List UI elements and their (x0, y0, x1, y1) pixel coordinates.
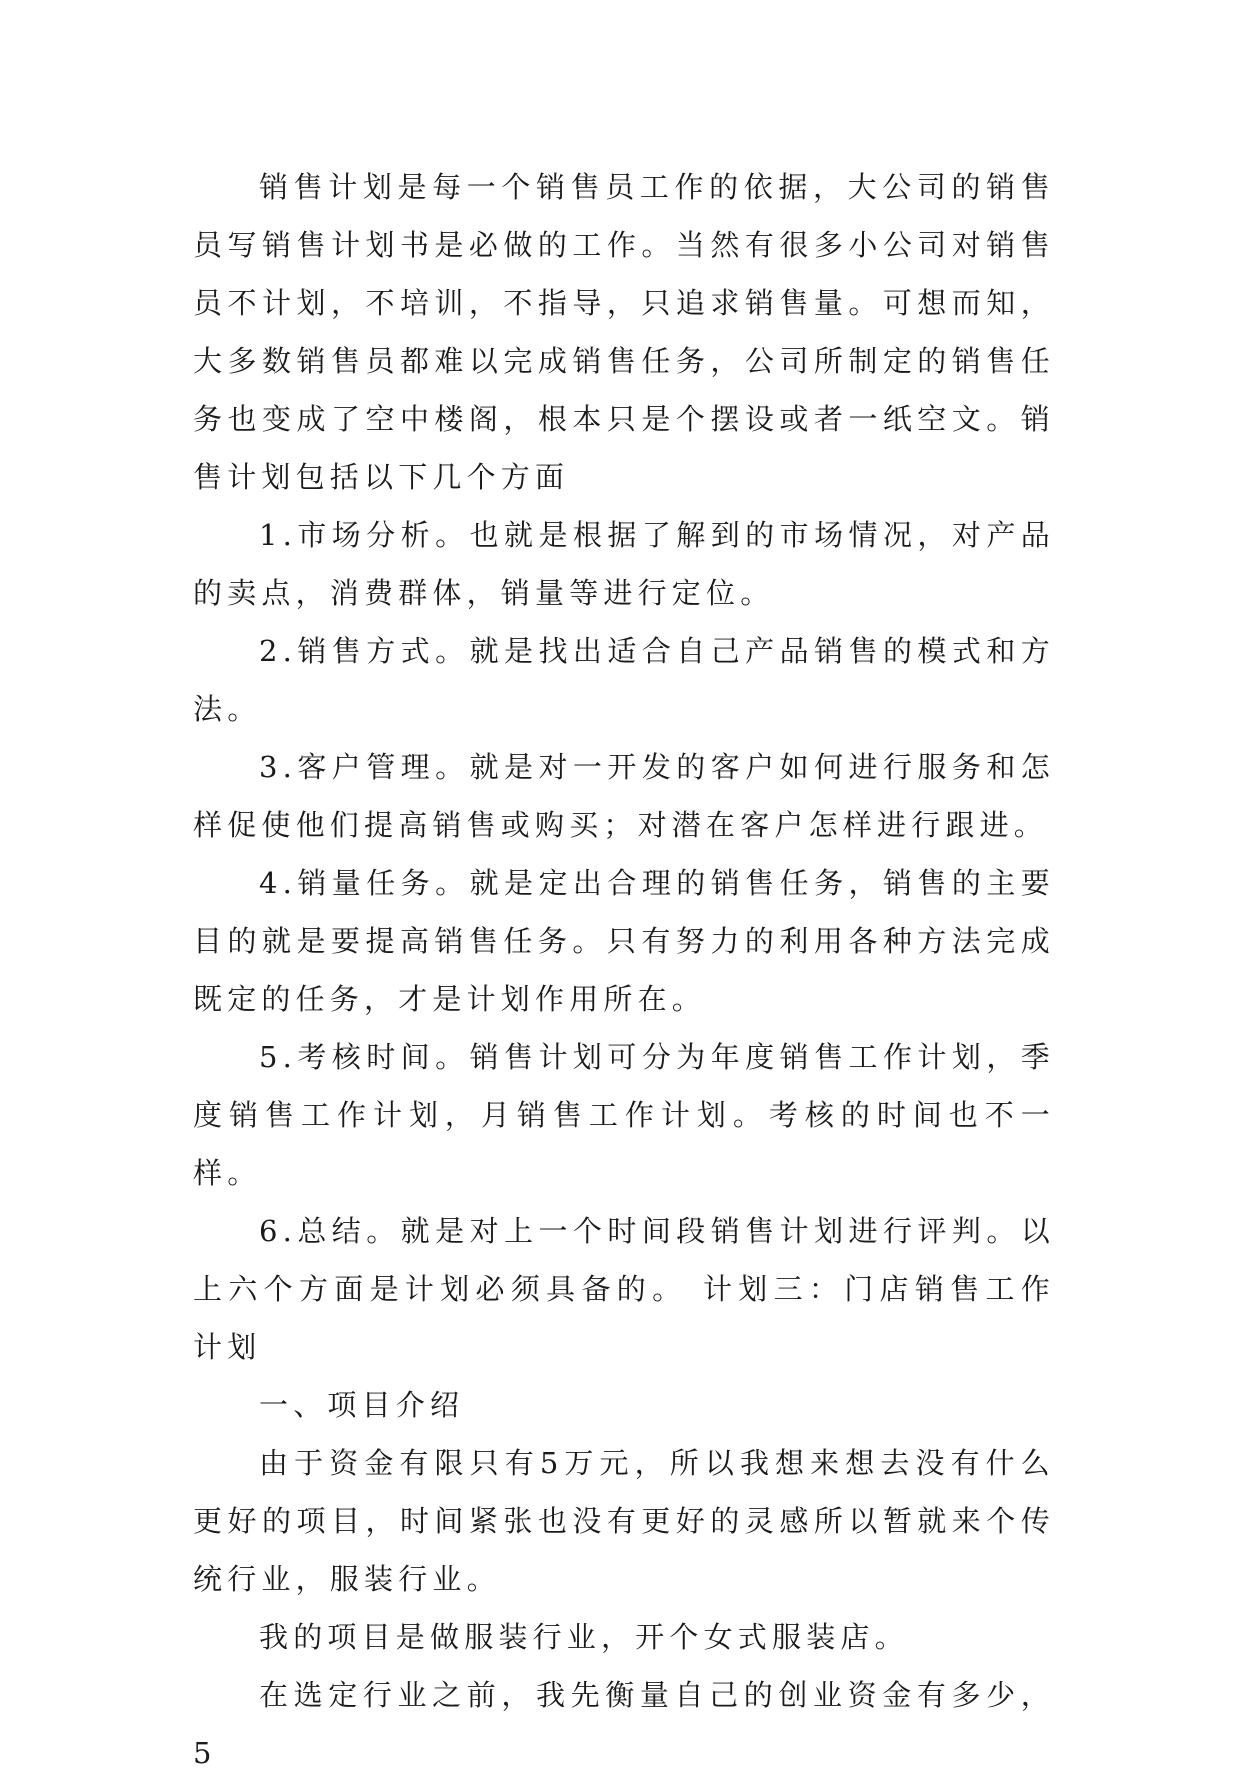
paragraph-project: 我的项目是做服装行业，开个女式服装店。 (259, 1620, 909, 1654)
paragraph-intro: 销售计划是每一个销售员工作的依据，大公司的销售员写销售计划书是必做的工作。当然有很多小公司对销售员不计划，不培训，不指导，只追求销售量。可想而知，大多数销售员都难以完成销售任务，公司所制定的销售任务也变成了空中楼阁，根本只是个摆设或者一纸空文。销售计划包括以下几个方面 (193, 170, 1055, 494)
paragraph-item-5-review-period: 5.考核时间。销售计划可分为年度销售工作计划，季度销售工作计划，月销售工作计划。考核的时间也不一样。 (193, 1040, 1055, 1190)
paragraph-item-2-sales-method: 2.销售方式。就是找出适合自己产品销售的模式和方法。 (193, 634, 1055, 726)
paragraph-funding: 由于资金有限只有5万元，所以我想来想去没有什么更好的项目，时间紧张也没有更好的灵感所以暂就来个传统行业，服装行业。 (193, 1446, 1055, 1596)
paragraph-item-4-sales-target: 4.销量任务。就是定出合理的销售任务，销售的主要目的就是要提高销售任务。只有努力的利用各种方法完成既定的任务，才是计划作用所在。 (193, 866, 1055, 1016)
section-heading-project-intro: 一、项目介绍 (259, 1388, 465, 1422)
paragraph-item-6-summary: 6.总结。就是对上一个时间段销售计划进行评判。以上六个方面是计划必须具备的。 计划三：门店销售工作计划 (193, 1214, 1055, 1364)
paragraph-item-1-market-analysis: 1.市场分析。也就是根据了解到的市场情况，对产品的卖点，消费群体，销量等进行定位。 (193, 518, 1055, 610)
document-body (193, 158, 1055, 1782)
paragraph-before-choosing: 在选定行业之前，我先衡量自己的创业资金有多少，5 (193, 1678, 1055, 1770)
paragraph-item-3-customer-management: 3.客户管理。就是对一开发的客户如何进行服务和怎样促使他们提高销售或购买；对潜在客户怎样进行跟进。 (193, 750, 1055, 842)
